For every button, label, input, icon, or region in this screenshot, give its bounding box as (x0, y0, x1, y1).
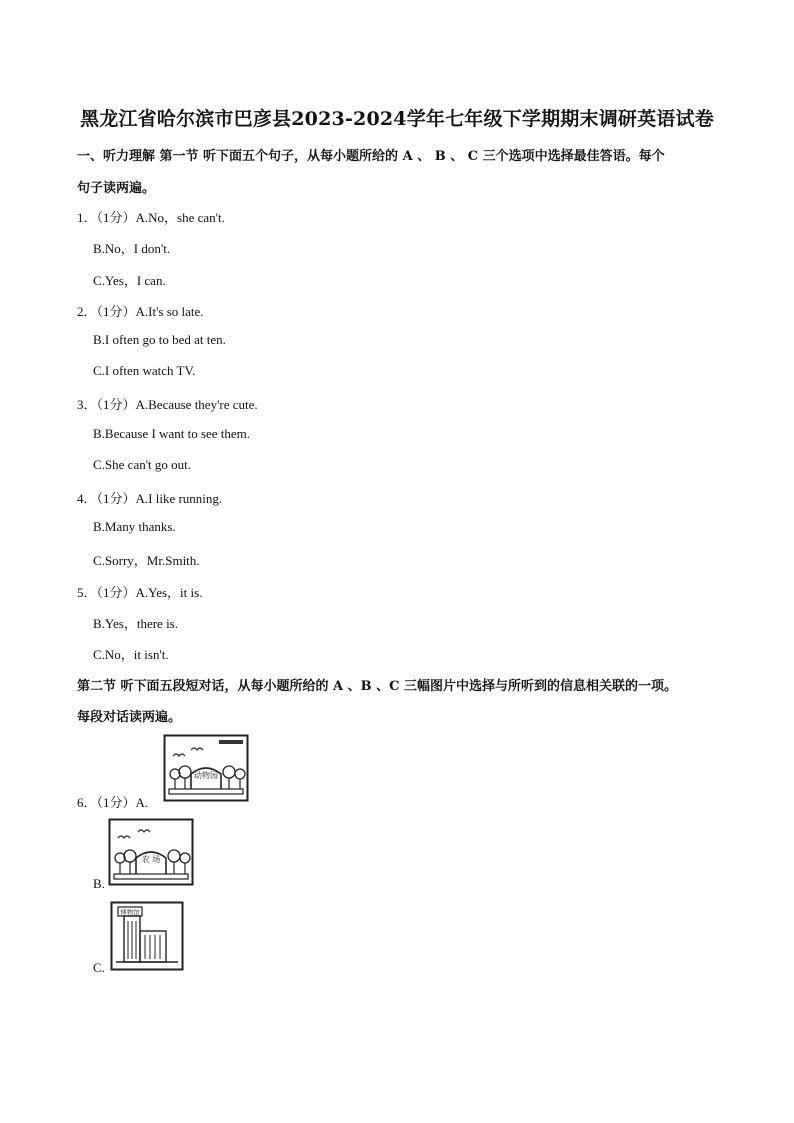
question-3-option-b: B.Because I want to see them. (93, 426, 251, 441)
question-4-option-a: 4．（1分）A.I like running. (77, 491, 223, 506)
question-6-label-c: C. (93, 960, 105, 975)
question-4-option-c: C.Sorry，Mr.Smith. (93, 553, 200, 568)
zoo-picture (163, 734, 249, 802)
zoo-sign-text: 动物园 (194, 771, 218, 780)
question-6-label-b: B. (93, 876, 105, 891)
section1-heading-line2: 句子读两遍。 (77, 181, 156, 196)
question-5-option-b: B.Yes，there is. (93, 616, 178, 631)
museum-sign-text: 博物馆 (120, 908, 140, 917)
question-5-option-a: 5．（1分）A.Yes，it is. (77, 585, 203, 600)
section2-heading-line2: 每段对话读两遍。 (77, 710, 182, 725)
question-4-option-b: B.Many thanks. (93, 519, 176, 534)
question-5-option-c: C.No，it isn't. (93, 647, 169, 662)
question-3-option-a: 3．（1分）A.Because they're cute. (77, 397, 258, 412)
question-2-option-a: 2．（1分）A.It's so late. (77, 304, 204, 319)
question-2-option-b: B.I often go to bed at ten. (93, 332, 226, 347)
page-title: 黑龙江省哈尔滨市巴彦县2023-2024学年七年级下学期期末调研英语试卷 (80, 108, 714, 130)
question-3-option-c: C.She can't go out. (93, 457, 192, 472)
museum-picture (110, 901, 184, 971)
section1-heading-line1: 一、听力理解 第一节 听下面五个句子，从每小题所给的 A 、 B 、 C 三个选项中选择最佳答语。每个 (77, 149, 665, 164)
question-1-option-a: 1．（1分）A.No，she can't. (77, 210, 225, 225)
question-1-option-c: C.Yes，I can. (93, 273, 166, 288)
farm-picture (108, 818, 194, 886)
section2-heading-line1: 第二节 听下面五段短对话，从每小题所给的 A 、B 、C 三幅图片中选择与所听到的信息相关联的一项。 (77, 679, 678, 694)
farm-sign-text: 农 场 (141, 855, 161, 864)
question-6-label-a: 6．（1分）A. (77, 795, 149, 810)
question-2-option-c: C.I often watch TV. (93, 363, 196, 378)
question-1-option-b: B.No，I don't. (93, 241, 171, 256)
